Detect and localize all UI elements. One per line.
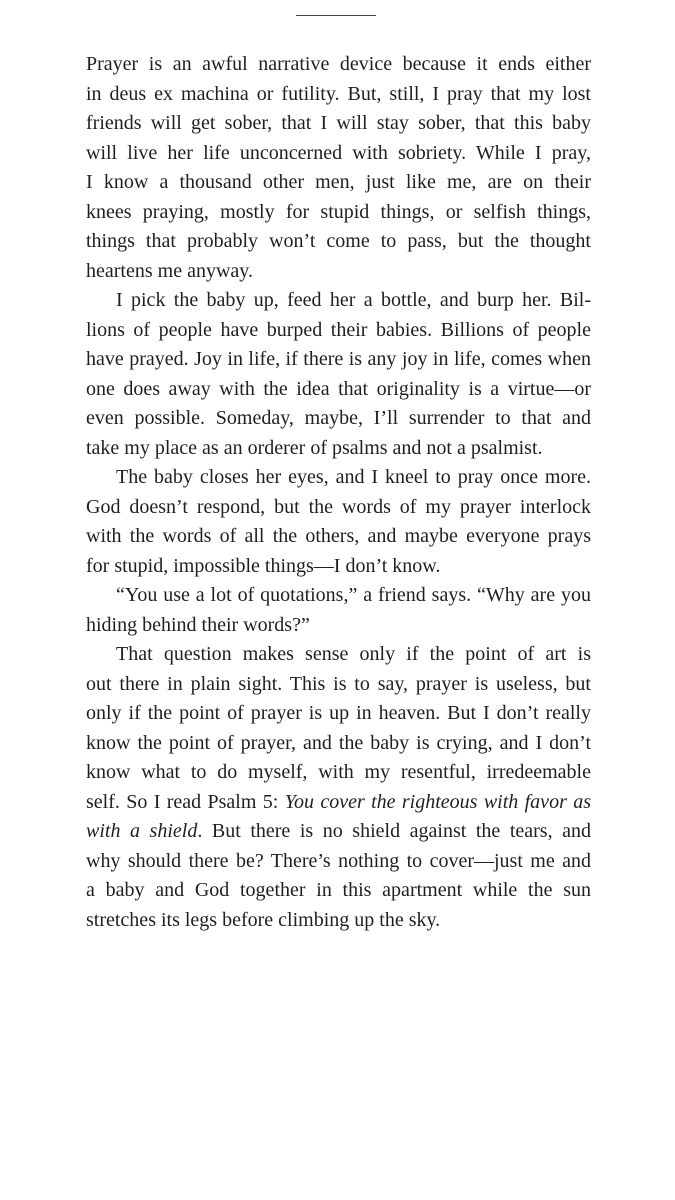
- text-line: have prayed. Joy in life, if there is any joy in life, comes when: [86, 348, 591, 370]
- text-line: Prayer is an awful narrative device because it ends either: [86, 53, 591, 75]
- top-divider: [296, 15, 376, 16]
- text-line: God doesn’t respond, but the words of my prayer interlock: [86, 495, 591, 518]
- paragraph-4: [86, 581, 591, 640]
- psalm-quote: with a shield: [86, 820, 198, 842]
- text-line: even possible. Someday, maybe, I’ll surrender to that and: [86, 407, 591, 429]
- text-line: a baby and God together in this apartment while the sun: [86, 879, 591, 901]
- text-line: one does away with the idea that originality is a virtue—or: [86, 377, 591, 400]
- text-line: heartens me anyway.: [86, 259, 253, 282]
- text-line: with the words of all the others, and maybe everyone prays: [86, 525, 591, 547]
- text-line: know the point of prayer, and the baby is crying, and I don’t: [86, 731, 591, 754]
- text-line: out there in plain sight. This is to say, prayer is useless, but: [86, 672, 591, 695]
- psalm-quote: You cover the righteous with favor as: [284, 790, 591, 813]
- text-line: That question makes sense only if the point of art is: [116, 643, 591, 665]
- text-run: . But there is no shield against the tears, and: [197, 820, 591, 842]
- text-line: knees praying, mostly for stupid things, or selfish things,: [86, 200, 591, 223]
- text-line: will live her life unconcerned with sobriety. While I pray,: [86, 141, 591, 164]
- paragraph-2: [86, 286, 591, 463]
- text-line: friends will get sober, that I will stay sober, that this baby: [86, 112, 591, 134]
- text-line: stretches its legs before climbing up the sky.: [86, 908, 441, 931]
- text-line: in deus ex machina or futility. But, still, I pray that my lost: [86, 82, 591, 105]
- text-line: The baby closes her eyes, and I kneel to pray once more.: [116, 466, 591, 488]
- text-line: hiding behind their words?”: [86, 613, 310, 636]
- text-line: for stupid, impossible things—I don’t know.: [86, 554, 441, 577]
- text-line: know what to do myself, with my resentful, irredeemable: [86, 761, 591, 783]
- text-line: why should there be? There’s nothing to cover—just me and: [86, 849, 591, 872]
- text-line: take my place as an orderer of psalms and not a psalmist.: [86, 436, 543, 459]
- text-line: I pick the baby up, feed her a bottle, and burp her. Bil-: [116, 289, 591, 311]
- text-line: “You use a lot of quotations,” a friend says. “Why are you: [116, 584, 591, 606]
- text-line: [86, 817, 591, 847]
- paragraph-1: [86, 50, 591, 286]
- text-line: only if the point of prayer is up in heaven. But I don’t really: [86, 702, 591, 724]
- text-run: self. So I read Psalm 5:: [86, 790, 285, 813]
- text-line: things that probably won’t come to pass, but the thought: [86, 230, 591, 252]
- text-line: lions of people have burped their babies. Billions of people: [86, 318, 591, 341]
- paragraph-5: [86, 640, 591, 935]
- text-line: [86, 788, 591, 818]
- text-line: I know a thousand other men, just like me, are on their: [86, 171, 591, 193]
- body-text: [86, 50, 591, 935]
- paragraph-3: [86, 463, 591, 581]
